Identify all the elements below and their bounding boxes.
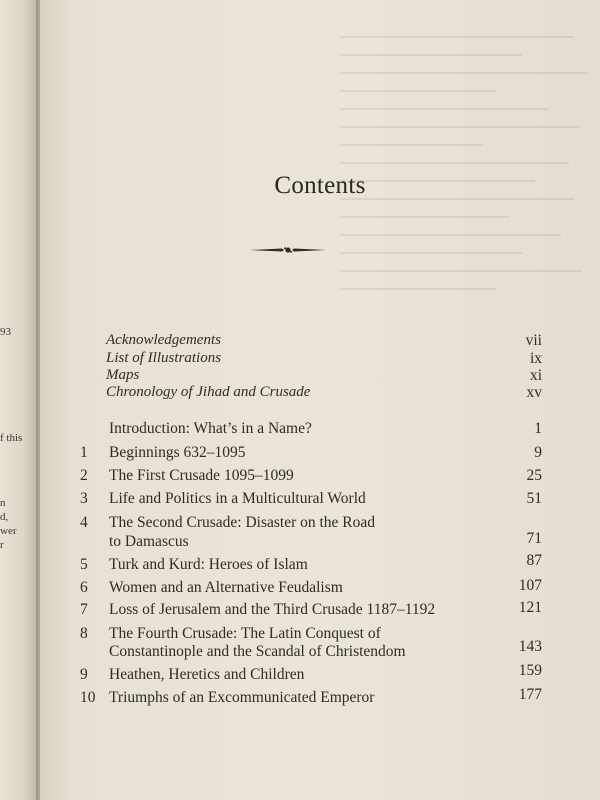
left-page-snippet: d, (0, 511, 9, 523)
toc-entry-page: 25 (526, 467, 542, 484)
toc-entry-page: 107 (518, 577, 542, 594)
chapter-number: 3 (80, 490, 88, 507)
chapter-number: 2 (80, 467, 88, 484)
toc-entry-label: Loss of Jerusalem and the Third Crusade 1187–1192 (109, 601, 436, 618)
toc-entry-page: vii (525, 332, 542, 349)
chapter-number: 10 (80, 689, 96, 706)
toc-entry-label: The Fourth Crusade: The Latin Conquest of (109, 625, 381, 642)
toc-entry-page: ix (529, 350, 542, 367)
toc-entry-label: Maps (106, 367, 140, 383)
chapter-number: 1 (80, 444, 88, 461)
show-through-text (340, 20, 600, 320)
toc-entry-label: Triumphs of an Excommunicated Emperor (109, 689, 375, 706)
toc-entry-label-continued: to Damascus (109, 533, 189, 550)
toc-entry-label: The First Crusade 1095–1099 (109, 467, 294, 484)
toc-entry-chapter[interactable] (40, 514, 600, 554)
toc-entry-label: Heathen, Heretics and Children (109, 666, 305, 683)
toc-entry-label: Chronology of Jihad and Crusade (106, 384, 311, 400)
toc-entry-label: Introduction: What’s in a Name? (109, 420, 312, 437)
toc-entry-page: 1 (534, 420, 542, 437)
toc-entry-page: xi (529, 367, 542, 384)
toc-entry-label: Life and Politics in a Multicultural World (109, 490, 366, 507)
toc-entry-label: Women and an Alternative Feudalism (109, 579, 343, 596)
chapter-number: 9 (80, 666, 88, 683)
toc-entry-label: Beginnings 632–1095 (109, 444, 246, 461)
left-page-snippet: wer (0, 525, 17, 537)
toc-entry-page: 87 (526, 552, 542, 569)
left-page-snippet: n (0, 497, 6, 509)
chapter-number: 6 (80, 579, 88, 596)
toc-entry-label: The Second Crusade: Disaster on the Road (109, 514, 376, 531)
chapter-number: 7 (80, 601, 88, 618)
toc-entry-page: xv (526, 384, 542, 401)
toc-entry-page: 121 (518, 599, 542, 616)
left-page-edge (0, 0, 40, 800)
toc-entry-label: List of Illustrations (106, 350, 222, 366)
toc-entry-chapter[interactable] (40, 625, 600, 665)
toc-entry-page: 9 (534, 444, 542, 461)
chapter-number: 4 (80, 514, 88, 531)
ornament-divider-icon (248, 244, 328, 256)
toc-entry-label-continued: Constantinople and the Scandal of Christendom (109, 643, 406, 660)
toc-entry-page: 143 (518, 638, 542, 655)
left-page-snippet: r (0, 539, 4, 551)
contents-page (40, 0, 600, 800)
toc-entry-label: Turk and Kurd: Heroes of Islam (109, 556, 308, 573)
left-page-snippet: 93 (0, 326, 11, 338)
left-page-snippet: f this (0, 432, 23, 444)
toc-entry-page: 159 (518, 662, 542, 679)
chapter-number: 5 (80, 556, 88, 573)
toc-entry-page: 177 (518, 686, 542, 703)
chapter-number: 8 (80, 625, 88, 642)
toc-entry-page: 51 (526, 490, 542, 507)
toc-entry-label: Acknowledgements (106, 332, 221, 348)
toc-entry-page: 71 (526, 530, 542, 547)
page-title: Contents (274, 172, 366, 199)
